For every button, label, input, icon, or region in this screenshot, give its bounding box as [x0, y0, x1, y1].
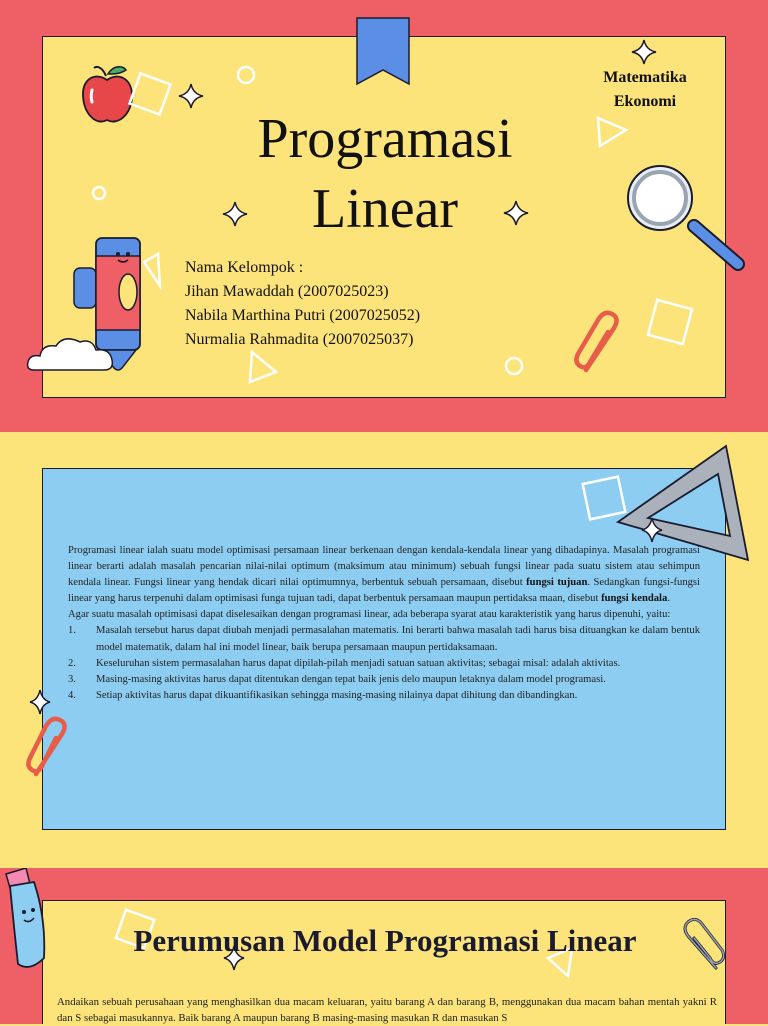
requirements-list: [68, 623, 700, 703]
formulation-paragraph: Andaikan sebuah perusahaan yang menghasilkan dua macam keluaran, yaitu barang A dan barang B, menggunakan dua macam bahan mentah yakni R dan S sebagai masukannya. Baik barang A maupun barang B masing-masing masukan R dan masukan S: [57, 996, 717, 1024]
intro-text: .: [667, 593, 670, 605]
intro-paragraph: [68, 543, 700, 607]
group-heading: Nama Kelompok :: [185, 259, 304, 276]
item-text: Masing-masing aktivitas harus dapat ditentukan dengan tepat baik jenis delo maupun letaknya dalam model programasi.: [96, 673, 606, 685]
list-item: [68, 656, 700, 672]
slide-title-text: [190, 104, 580, 244]
slide-title: [0, 0, 768, 432]
marker-character-icon: [0, 868, 52, 978]
group-members: [185, 256, 420, 352]
magnifier-icon: [614, 160, 748, 272]
term-objective-function: fungsi tujuan: [526, 577, 588, 589]
item-number: 1.: [68, 625, 76, 637]
item-text: Masalah tersebut harus dapat diubah menjadi permasalahan matematis. Ini berarti bahwa masalah tadi harus bisa dituangkan ke dalam bentuk model matematik, dalam hal ini model linear, baik berupa persamaan maupun pertidaksamaan.: [96, 625, 700, 653]
item-text: Setiap aktivitas harus dapat dikuantifikasikan sehingga masing-masing nilainya dapat dihitung dan dibandingkan.: [96, 689, 578, 701]
cloud-icon: [26, 334, 116, 372]
list-item: [68, 623, 700, 655]
definition-text: [68, 543, 700, 704]
item-number: 2.: [68, 657, 76, 669]
intro-text: . Sedangkan fungsi-fungsi linear yang harus terpenuhi dalam optimisasi funga tujuan tadi, dapat berbentuk persamaan maupun pertidaksa maan, disebut: [68, 577, 700, 605]
member-name: Jihan Mawaddah (2007025023): [185, 283, 389, 300]
member-name: Nabila Marthina Putri (2007025052): [185, 307, 421, 324]
subject-line-1: Matematika: [603, 69, 687, 86]
list-item: [68, 672, 700, 688]
paperclip-icon: [574, 312, 626, 378]
member-name: Nurmalia Rahmadita (2007025037): [185, 331, 414, 348]
sparkle-icon: [630, 38, 658, 66]
list-item: [68, 688, 700, 704]
requirements-intro: Agar suatu masalah optimisasi dapat diselesaikan dengan programasi linear, ada beberapa syarat atau karakteristik yang harus dipenuhi, yaitu:: [68, 609, 671, 621]
subject-line-2: Ekonomi: [613, 93, 677, 110]
item-text: Keseluruhan sistem permasalahan harus dapat dipilah-pilah menjadi satuan satuan aktivitas; sebagai misal: adalah aktivitas.: [96, 657, 621, 669]
title-line-1: Programasi: [257, 108, 513, 170]
title-line-2: Linear: [311, 178, 459, 240]
intro-text: Programasi linear ialah suatu model optimisasi persamaan linear berkenaan dengan kendala-kendala linear yang dihadapinya. Masalah programasi linear berarti adalah masalah pencarian nilai-nilai optimum (maksimum atau minimum) sebuah fungsi linear pada suatu sistem atau sehimpun kendala linear. Fungsi linear yang hendak dicari nilai optimumnya, berbentuk sebuah persamaan, disebut: [68, 545, 700, 589]
paperclip-icon: [26, 718, 72, 782]
term-constraint-function: fungsi kendala: [601, 593, 668, 605]
item-number: 3.: [68, 673, 76, 685]
section-heading: Perumusan Model Programasi Linear: [133, 923, 637, 958]
item-number: 4.: [68, 689, 76, 701]
course-subject: [580, 66, 710, 114]
